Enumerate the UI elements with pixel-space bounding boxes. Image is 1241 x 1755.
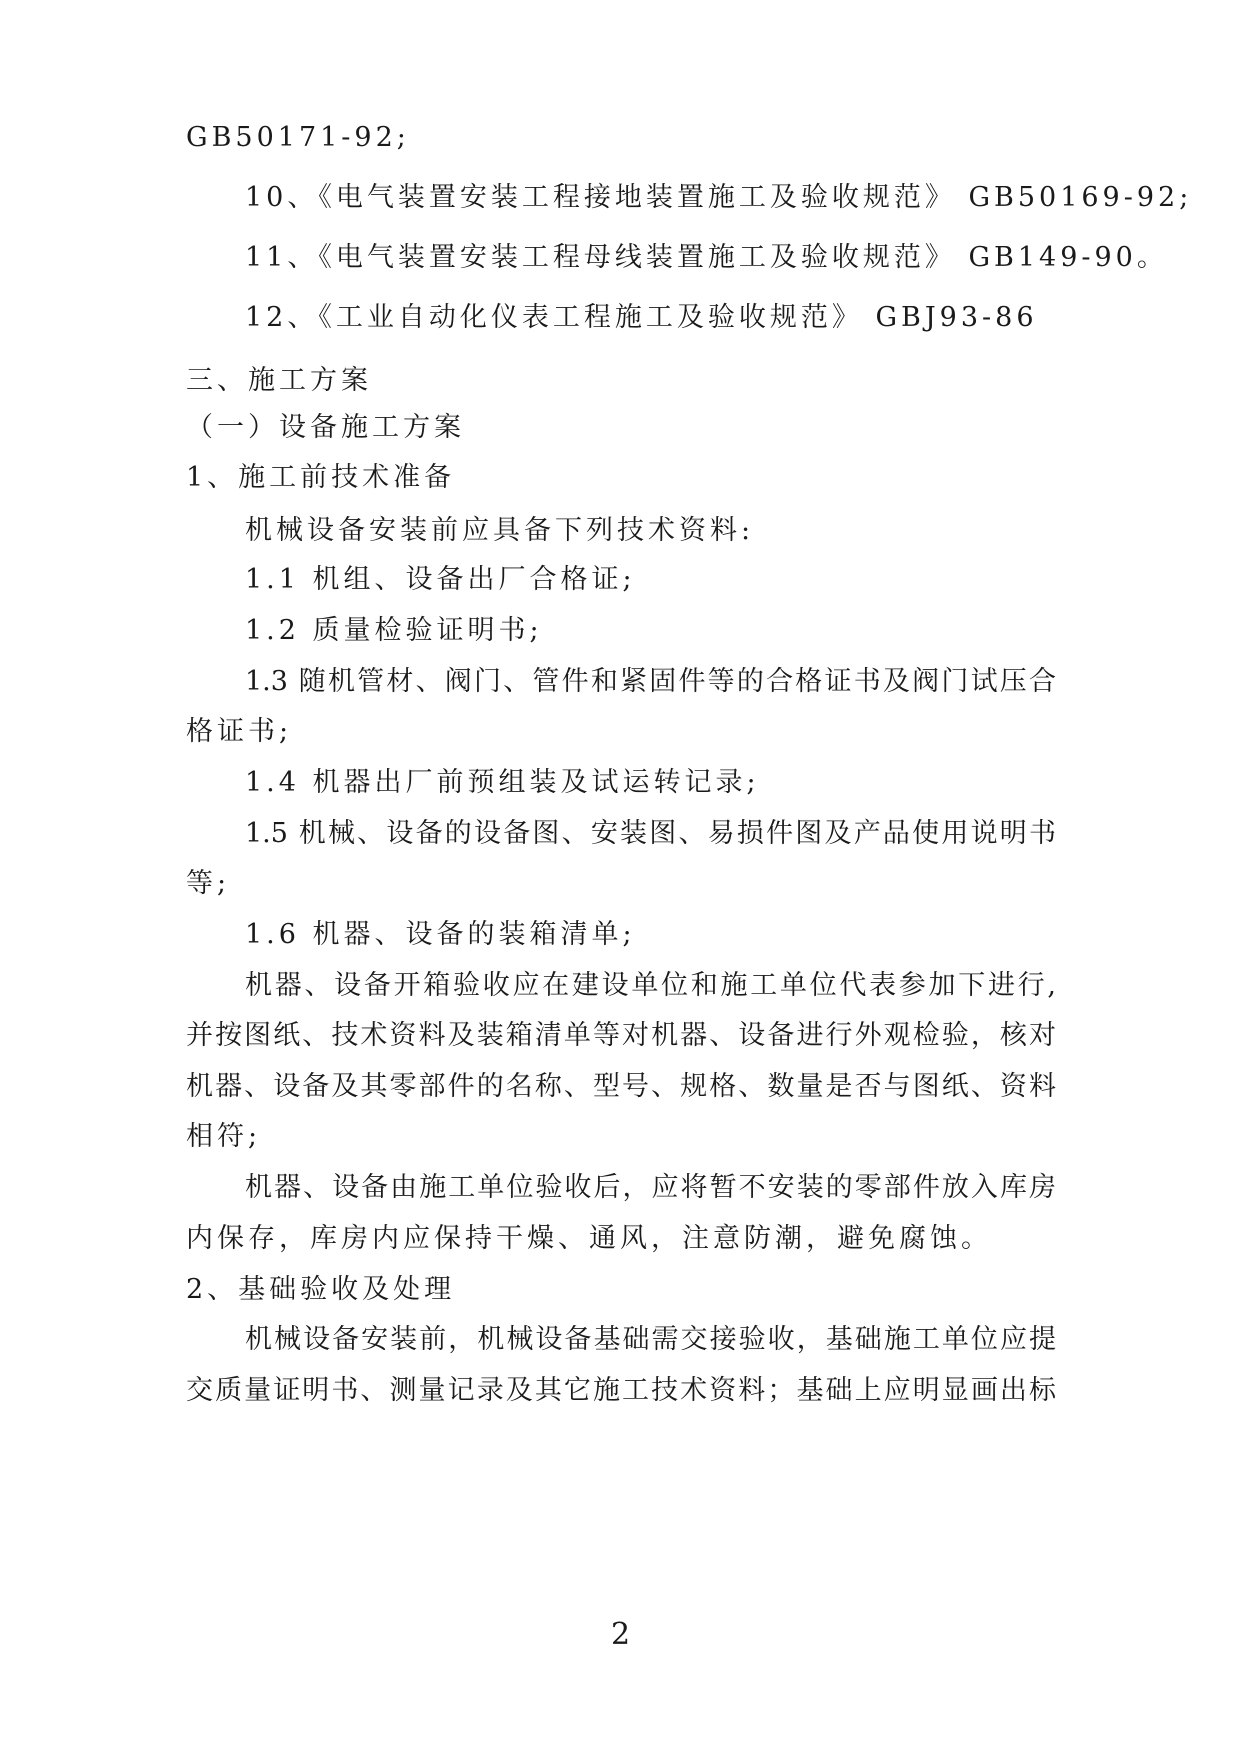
text-line: 1.4 机器出厂前预组装及试运转记录;: [245, 767, 760, 798]
text-line: 相符;: [186, 1121, 262, 1152]
item-heading: 2、基础验收及处理: [186, 1274, 456, 1305]
text-line: 机器、设备及其零部件的名称、型号、规格、数量是否与图纸、资料: [186, 1071, 1056, 1102]
subsection-heading: （一）设备施工方案: [186, 412, 465, 443]
text-line: 并按图纸、技术资料及装箱清单等对机器、设备进行外观检验，核对: [186, 1020, 1056, 1051]
text-line: 机器、设备由施工单位验收后，应将暂不安装的零部件放入库房: [245, 1172, 1056, 1203]
section-heading: 三、施工方案: [186, 365, 372, 396]
text-line: 10、《电气装置安装工程接地装置施工及验收规范》 GB50169-92;: [245, 182, 1193, 213]
text-line: 交质量证明书、测量记录及其它施工技术资料；基础上应明显画出标: [186, 1375, 1056, 1406]
text-line: 机器、设备开箱验收应在建设单位和施工单位代表参加下进行,: [245, 970, 1056, 1001]
page-number: 2: [610, 1617, 631, 1652]
text-line: 1.6 机器、设备的装箱清单;: [245, 919, 636, 950]
text-line: 12、《工业自动化仪表工程施工及验收规范》 GBJ93-86: [245, 302, 1038, 333]
text-line: 格证书;: [186, 716, 293, 747]
text-line: 1.3 随机管材、阀门、管件和紧固件等的合格证书及阀门试压合: [245, 666, 1056, 697]
text-line: 1.5 机械、设备的设备图、安装图、易损件图及产品使用说明书: [245, 818, 1056, 849]
text-line: 机械设备安装前，机械设备基础需交接验收，基础施工单位应提: [245, 1324, 1056, 1355]
text-line: 机械设备安装前应具备下列技术资料:: [245, 515, 755, 546]
text-line: 1.2 质量检验证明书;: [245, 615, 543, 646]
text-line: 等;: [186, 868, 231, 899]
text-line: 1.1 机组、设备出厂合格证;: [245, 564, 636, 595]
text-line: 11、《电气装置安装工程母线装置施工及验收规范》 GB149-90。: [245, 242, 1168, 273]
text-line: 内保存，库房内应保持干燥、通风，注意防潮，避免腐蚀。: [186, 1223, 992, 1254]
text-line: GB50171-92;: [186, 122, 410, 153]
item-heading: 1、施工前技术准备: [186, 462, 456, 493]
